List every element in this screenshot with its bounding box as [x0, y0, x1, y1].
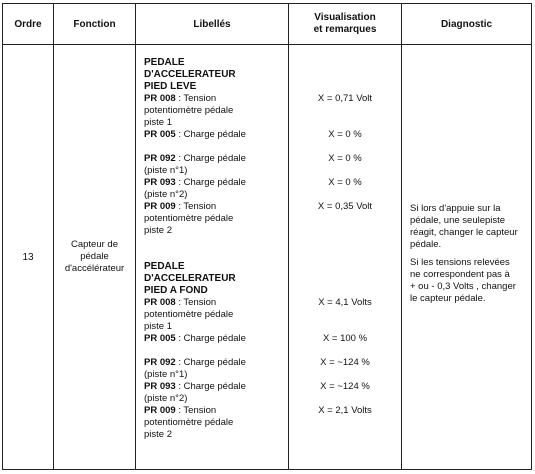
value-pr092-fond: X = ~124 %	[320, 357, 370, 368]
fonction-line: Capteur de	[70, 239, 118, 250]
cell-fonction	[54, 45, 136, 470]
param-label: PR 008 : Tension	[144, 93, 217, 104]
value-pr008-leve: X = 0,71 Volt	[317, 93, 373, 104]
fonction-line: d'accélérateur	[64, 263, 125, 274]
cell-ordre: 13	[3, 45, 54, 470]
param-label: PR 009 : Tension	[144, 405, 217, 416]
section-title-fond: D'ACCELERATEUR	[144, 273, 236, 284]
value-pr093-fond: X = ~124 %	[320, 381, 370, 392]
param-code: PR 093	[144, 177, 176, 188]
param-label: PR 093 : Charge pédale	[144, 381, 246, 392]
param-code: PR 009	[144, 405, 176, 416]
cell-visualisation	[289, 45, 402, 470]
param-code: PR 008	[144, 93, 176, 104]
header-visualisation-line2: et remarques	[313, 24, 377, 35]
param-code: PR 008	[144, 297, 176, 308]
header-fonction: Fonction	[54, 4, 136, 45]
param-code: PR 093	[144, 381, 176, 392]
section-title-leve: PIED LEVE	[144, 81, 197, 92]
param-label: PR 005 : Charge pédale	[144, 129, 246, 140]
param-code: PR 009	[144, 201, 176, 212]
param-label: PR 093 : Charge pédale	[144, 177, 246, 188]
value-pr093-leve: X = 0 %	[328, 177, 362, 188]
param-label: PR 009 : Tension	[144, 201, 217, 212]
value-pr009-leve: X = 0,35 Volt	[317, 201, 373, 212]
diagnostic-table	[2, 3, 532, 470]
diagnostic-paragraph: Si lors d'appuie sur la pédale, une seulepiste réagit, changer le capteur pédale.	[410, 203, 518, 250]
cell-libelles: PEDALE D'ACCELERATEUR PIED LEVE PR 008 : Tension potentiomètre pédale piste 1 PR 005 : Charge pédale PR 092 : Charge pédale (piste n°1) PR 093 : Charge pédale (piste n°2) PR 009 : Tension potentiomètre pédale piste 2 PEDALE D'ACCELERATEUR PIED A FOND PR 008 : Tension potentiomètre pédale piste 1 PR 005 : Charge pédale PR 092 : Charge pédale (piste n°1) PR 093 : Charge pédale (piste n°2) PR 009 : Tension potentiomètre pédale piste 2	[136, 45, 289, 470]
table-row	[3, 45, 532, 470]
param-label: PR 092 : Charge pédale	[144, 153, 246, 164]
section-title-fond: PEDALE	[144, 261, 185, 272]
header-diagnostic: Diagnostic	[402, 4, 532, 45]
value-pr009-fond: X = 2,1 Volts	[318, 405, 372, 416]
param-label: PR 092 : Charge pédale	[144, 357, 246, 368]
header-ordre: Ordre	[3, 4, 54, 45]
param-code: PR 092	[144, 153, 176, 164]
section-title-fond: PIED A FOND	[144, 285, 208, 296]
section-title-leve: PEDALE	[144, 57, 185, 68]
param-label: PR 008 : Tension	[144, 297, 217, 308]
header-visualisation	[289, 4, 402, 45]
section-title-leve: D'ACCELERATEUR	[144, 69, 236, 80]
diagnostic-paragraph: Si les tensions relevées ne correspondent pas à + ou - 0,3 Volts , changer le capteur pédale.	[410, 257, 516, 304]
param-code: PR 092	[144, 357, 176, 368]
value-pr008-fond: X = 4,1 Volts	[318, 297, 372, 308]
cell-diagnostic	[402, 45, 532, 470]
header-libelles: Libellés	[136, 4, 289, 45]
value-pr005-fond: X = 100 %	[322, 333, 368, 344]
param-code: PR 005	[144, 129, 176, 140]
param-code: PR 005	[144, 333, 176, 344]
header-row	[3, 4, 532, 45]
fonction-line: pédale	[80, 251, 109, 262]
value-pr005-leve: X = 0 %	[328, 129, 362, 140]
param-label: PR 005 : Charge pédale	[144, 333, 246, 344]
value-pr092-leve: X = 0 %	[328, 153, 362, 164]
header-visualisation-line1: Visualisation	[314, 12, 376, 23]
